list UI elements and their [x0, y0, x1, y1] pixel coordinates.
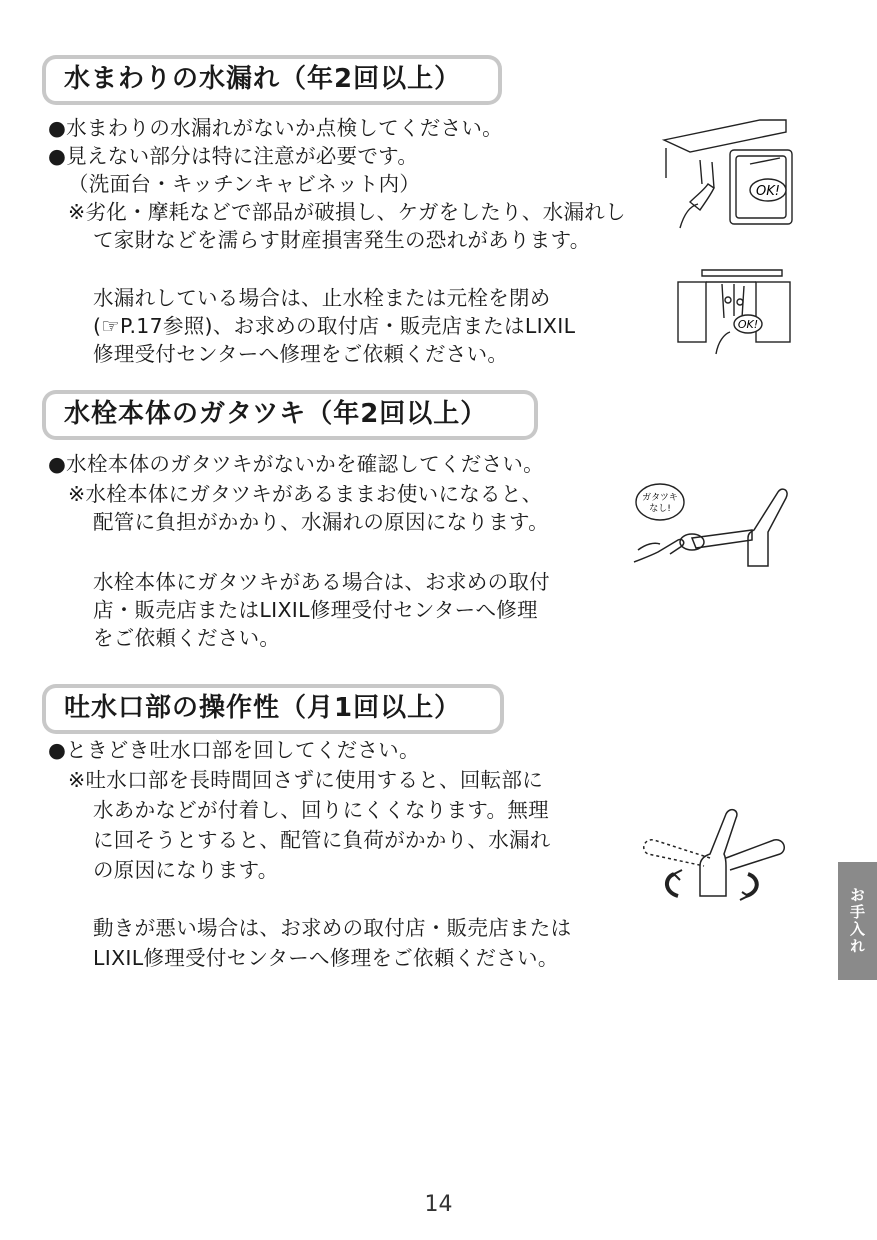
side-tab-care: お手入れ — [838, 862, 877, 980]
ok-label: OK! — [756, 184, 780, 199]
body-line: の原因になります。 — [93, 858, 279, 882]
vanity-cabinet-illustration — [660, 118, 796, 230]
body-line: をご依頼ください。 — [93, 626, 281, 650]
spout-rotate-illustration — [634, 800, 794, 906]
body-line: に回そうとすると、配管に負荷がかかり、水漏れ — [93, 828, 551, 852]
body-line: LIXIL修理受付センターへ修理をご依頼ください。 — [93, 946, 559, 970]
kitchen-cabinet-illustration — [672, 266, 796, 356]
faucet-check-illustration — [630, 478, 790, 574]
body-line: 動きが悪い場合は、お求めの取付店・販売店または — [93, 916, 572, 940]
section-heading-looseness — [42, 390, 538, 440]
body-line: 店・販売店またはLIXIL修理受付センターへ修理 — [93, 598, 538, 622]
ok-label: OK! — [737, 318, 759, 331]
body-line: ※劣化・摩耗などで部品が破損し、ケガをしたり、水漏れし — [68, 200, 626, 224]
body-line: 配管に負担がかかり、水漏れの原因になります。 — [93, 510, 549, 534]
body-line: ※吐水口部を長時間回さずに使用すると、回転部に — [68, 768, 544, 792]
section-heading-spout — [42, 684, 504, 734]
section-heading-leak — [42, 55, 502, 105]
body-line: ●見えない部分は特に注意が必要です。 — [48, 144, 419, 168]
section-title: 水栓本体のガタツキ（年2回以上） — [46, 394, 534, 436]
body-line: 水栓本体にガタツキがある場合は、お求めの取付 — [93, 570, 550, 594]
body-line: ●水栓本体のガタツキがないかを確認してください。 — [48, 452, 544, 476]
body-line: ●水まわりの水漏れがないか点検してください。 — [48, 116, 503, 140]
bubble-text: ガタツキ — [642, 493, 678, 503]
body-line: 水あかなどが付着し、回りにくくなります。無理 — [93, 798, 549, 822]
section-title: 水まわりの水漏れ（年2回以上） — [46, 59, 498, 101]
body-line: （洗面台・キッチンキャビネット内） — [68, 172, 421, 196]
body-line: ●ときどき吐水口部を回してください。 — [48, 738, 420, 762]
body-line: ※水栓本体にガタツキがあるままお使いになると、 — [68, 482, 543, 506]
page-number: 14 — [424, 1192, 453, 1217]
body-line: 水漏れしている場合は、止水栓または元栓を閉め — [93, 286, 551, 310]
section-title: 吐水口部の操作性（月1回以上） — [46, 688, 500, 730]
body-line: (☞P.17参照)、お求めの取付店・販売店またはLIXIL — [93, 314, 576, 338]
bubble-text: なし! — [649, 504, 671, 514]
body-line: て家財などを濡らす財産損害発生の恐れがあります。 — [93, 228, 591, 252]
body-line: 修理受付センターへ修理をご依頼ください。 — [93, 342, 509, 366]
